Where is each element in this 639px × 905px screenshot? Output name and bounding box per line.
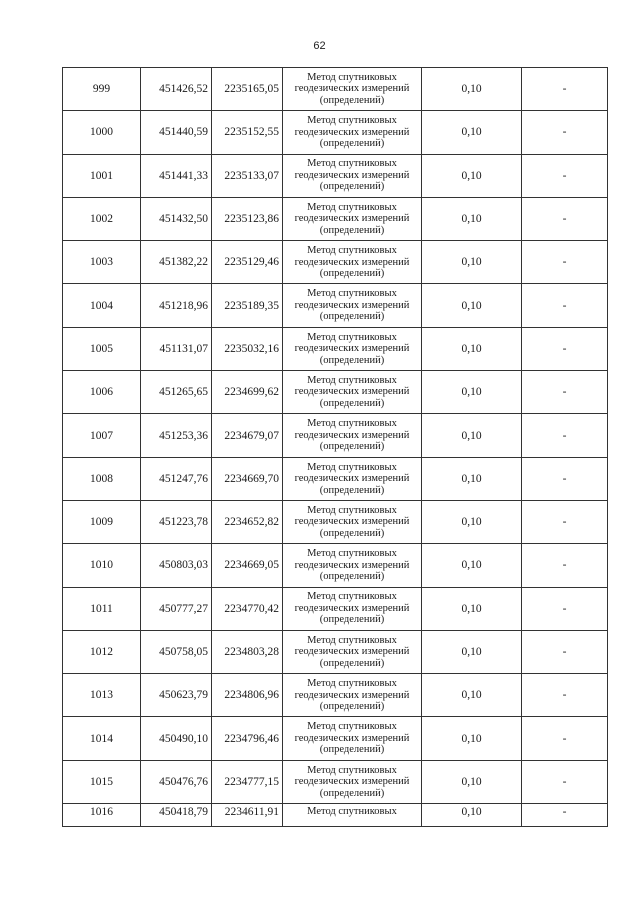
method-cell: Метод спутниковых — [283, 804, 422, 827]
method-cell: Метод спутниковых геодезических измерений (определений) — [283, 284, 422, 327]
x-coordinate-cell: 450418,79 — [141, 804, 212, 827]
table-row — [63, 154, 608, 197]
accuracy-cell: 0,10 — [422, 717, 522, 760]
page-number: 62 — [313, 40, 326, 52]
y-coordinate-cell: 2234806,96 — [212, 674, 283, 717]
accuracy-cell: 0,10 — [422, 804, 522, 827]
method-cell: Метод спутниковых геодезических измерений (определений) — [283, 371, 422, 414]
point-number-cell: 1000 — [63, 111, 141, 154]
table-row — [63, 717, 608, 760]
note-cell: - — [522, 674, 608, 717]
method-cell: Метод спутниковых геодезических измерений (определений) — [283, 544, 422, 587]
accuracy-cell: 0,10 — [422, 414, 522, 457]
note-cell: - — [522, 371, 608, 414]
table-row — [63, 674, 608, 717]
note-cell: - — [522, 241, 608, 284]
point-number-cell: 1011 — [63, 587, 141, 630]
note-cell: - — [522, 68, 608, 111]
accuracy-cell: 0,10 — [422, 327, 522, 370]
table-row — [63, 587, 608, 630]
note-cell: - — [522, 804, 608, 827]
accuracy-cell: 0,10 — [422, 197, 522, 240]
y-coordinate-cell: 2234699,62 — [212, 371, 283, 414]
y-coordinate-cell: 2235165,05 — [212, 68, 283, 111]
note-cell: - — [522, 717, 608, 760]
method-cell: Метод спутниковых геодезических измерений (определений) — [283, 327, 422, 370]
accuracy-cell: 0,10 — [422, 111, 522, 154]
note-cell: - — [522, 111, 608, 154]
note-cell: - — [522, 414, 608, 457]
x-coordinate-cell: 451426,52 — [141, 68, 212, 111]
accuracy-cell: 0,10 — [422, 544, 522, 587]
point-number-cell: 1004 — [63, 284, 141, 327]
accuracy-cell: 0,10 — [422, 68, 522, 111]
point-number-cell: 1008 — [63, 457, 141, 500]
accuracy-cell: 0,10 — [422, 457, 522, 500]
y-coordinate-cell: 2234796,46 — [212, 717, 283, 760]
point-number-cell: 1001 — [63, 154, 141, 197]
point-number-cell: 1012 — [63, 630, 141, 673]
point-number-cell: 1014 — [63, 717, 141, 760]
point-number-cell: 1006 — [63, 371, 141, 414]
accuracy-cell: 0,10 — [422, 760, 522, 803]
y-coordinate-cell: 2234679,07 — [212, 414, 283, 457]
x-coordinate-cell: 451218,96 — [141, 284, 212, 327]
accuracy-cell: 0,10 — [422, 674, 522, 717]
x-coordinate-cell: 451247,76 — [141, 457, 212, 500]
x-coordinate-cell: 450777,27 — [141, 587, 212, 630]
table-row — [63, 457, 608, 500]
note-cell: - — [522, 760, 608, 803]
method-cell: Метод спутниковых геодезических измерений (определений) — [283, 674, 422, 717]
x-coordinate-cell: 451131,07 — [141, 327, 212, 370]
x-coordinate-cell: 451223,78 — [141, 500, 212, 543]
method-cell: Метод спутниковых геодезических измерений (определений) — [283, 760, 422, 803]
table-row — [63, 804, 608, 827]
method-cell: Метод спутниковых геодезических измерений (определений) — [283, 500, 422, 543]
note-cell: - — [522, 500, 608, 543]
point-number-cell: 1015 — [63, 760, 141, 803]
table-row — [63, 68, 608, 111]
table-row — [63, 544, 608, 587]
method-cell: Метод спутниковых геодезических измерений (определений) — [283, 414, 422, 457]
point-number-cell: 999 — [63, 68, 141, 111]
y-coordinate-cell: 2234669,05 — [212, 544, 283, 587]
accuracy-cell: 0,10 — [422, 587, 522, 630]
y-coordinate-cell: 2235189,35 — [212, 284, 283, 327]
method-cell: Метод спутниковых геодезических измерений (определений) — [283, 457, 422, 500]
y-coordinate-cell: 2235129,46 — [212, 241, 283, 284]
point-number-cell: 1009 — [63, 500, 141, 543]
table-row — [63, 760, 608, 803]
accuracy-cell: 0,10 — [422, 284, 522, 327]
table-row — [63, 414, 608, 457]
point-number-cell: 1013 — [63, 674, 141, 717]
method-cell: Метод спутниковых геодезических измерений (определений) — [283, 111, 422, 154]
accuracy-cell: 0,10 — [422, 500, 522, 543]
note-cell: - — [522, 587, 608, 630]
x-coordinate-cell: 450490,10 — [141, 717, 212, 760]
x-coordinate-cell: 450476,76 — [141, 760, 212, 803]
x-coordinate-cell: 451441,33 — [141, 154, 212, 197]
note-cell: - — [522, 327, 608, 370]
x-coordinate-cell: 451265,65 — [141, 371, 212, 414]
x-coordinate-cell: 451382,22 — [141, 241, 212, 284]
y-coordinate-cell: 2234803,28 — [212, 630, 283, 673]
table-row — [63, 371, 608, 414]
y-coordinate-cell: 2234611,91 — [212, 804, 283, 827]
y-coordinate-cell: 2235133,07 — [212, 154, 283, 197]
y-coordinate-cell: 2235123,86 — [212, 197, 283, 240]
table-body — [63, 68, 608, 827]
table-row — [63, 327, 608, 370]
accuracy-cell: 0,10 — [422, 241, 522, 284]
method-cell: Метод спутниковых геодезических измерений (определений) — [283, 197, 422, 240]
x-coordinate-cell: 450623,79 — [141, 674, 212, 717]
table-row — [63, 284, 608, 327]
note-cell: - — [522, 284, 608, 327]
method-cell: Метод спутниковых геодезических измерений (определений) — [283, 630, 422, 673]
accuracy-cell: 0,10 — [422, 154, 522, 197]
table-row — [63, 500, 608, 543]
x-coordinate-cell: 451432,50 — [141, 197, 212, 240]
note-cell: - — [522, 457, 608, 500]
point-number-cell: 1005 — [63, 327, 141, 370]
note-cell: - — [522, 630, 608, 673]
method-cell: Метод спутниковых геодезических измерений (определений) — [283, 241, 422, 284]
note-cell: - — [522, 154, 608, 197]
y-coordinate-cell: 2234770,42 — [212, 587, 283, 630]
x-coordinate-cell: 451253,36 — [141, 414, 212, 457]
x-coordinate-cell: 450758,05 — [141, 630, 212, 673]
method-cell: Метод спутниковых геодезических измерений (определений) — [283, 68, 422, 111]
point-number-cell: 1016 — [63, 804, 141, 827]
coordinates-table — [62, 67, 608, 827]
y-coordinate-cell: 2234652,82 — [212, 500, 283, 543]
method-cell: Метод спутниковых геодезических измерений (определений) — [283, 717, 422, 760]
method-cell: Метод спутниковых геодезических измерений (определений) — [283, 587, 422, 630]
table-row — [63, 197, 608, 240]
point-number-cell: 1002 — [63, 197, 141, 240]
note-cell: - — [522, 544, 608, 587]
x-coordinate-cell: 450803,03 — [141, 544, 212, 587]
y-coordinate-cell: 2235032,16 — [212, 327, 283, 370]
x-coordinate-cell: 451440,59 — [141, 111, 212, 154]
accuracy-cell: 0,10 — [422, 630, 522, 673]
point-number-cell: 1010 — [63, 544, 141, 587]
y-coordinate-cell: 2235152,55 — [212, 111, 283, 154]
point-number-cell: 1003 — [63, 241, 141, 284]
accuracy-cell: 0,10 — [422, 371, 522, 414]
method-cell: Метод спутниковых геодезических измерений (определений) — [283, 154, 422, 197]
table-row — [63, 630, 608, 673]
y-coordinate-cell: 2234777,15 — [212, 760, 283, 803]
table-row — [63, 111, 608, 154]
note-cell: - — [522, 197, 608, 240]
table-row — [63, 241, 608, 284]
point-number-cell: 1007 — [63, 414, 141, 457]
y-coordinate-cell: 2234669,70 — [212, 457, 283, 500]
